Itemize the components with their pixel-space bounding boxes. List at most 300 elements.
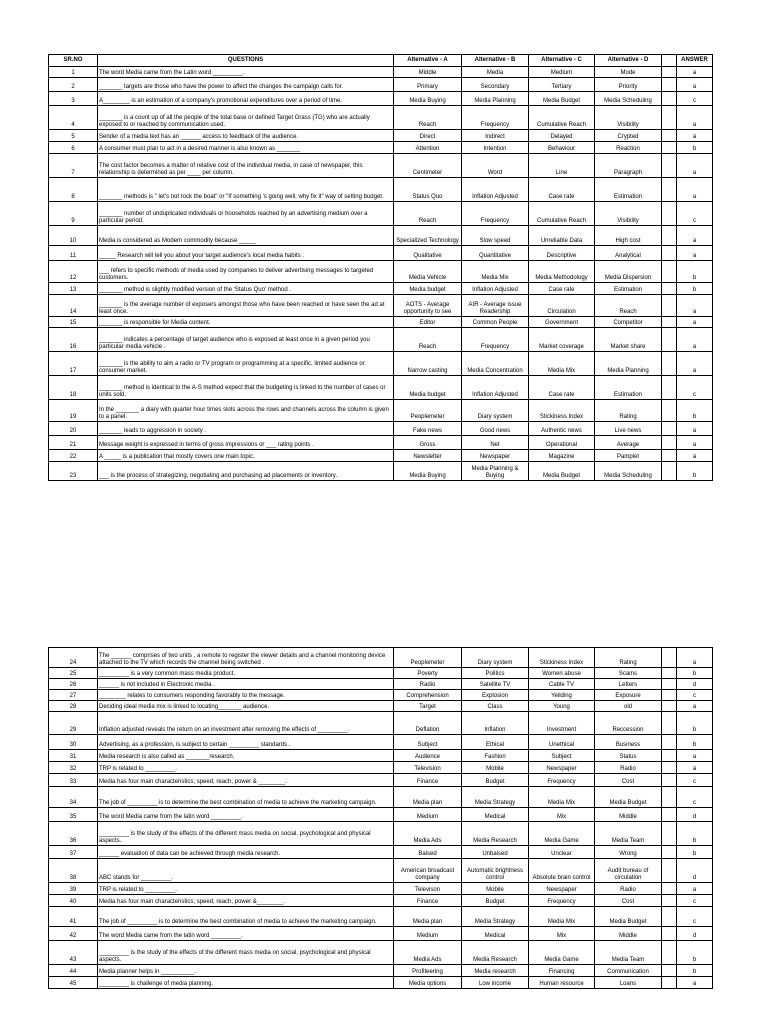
row-answer: a — [677, 648, 713, 668]
row-question: Sender of a media text has an ______ access to feedback of the audience. — [98, 130, 394, 142]
row-alt-a: Target — [394, 701, 462, 712]
row-question: _________ is the study of the effects of the different mass media on social, psychological and physical aspects. — [98, 822, 394, 846]
row-question: A consumer must plan to act in a desired manner is also known as _______ — [98, 142, 394, 154]
row-alt-c: Tertiary — [529, 78, 595, 92]
row-alt-c: Newspaper — [529, 762, 595, 774]
row-alt-c: Government — [529, 317, 595, 328]
row-blank — [662, 977, 677, 989]
table-row — [49, 106, 713, 130]
table-row — [49, 67, 713, 78]
row-blank — [662, 774, 677, 787]
row-question: The ______ comprises of two units , a remote to register the viewer details and a channel monitoring device attached to the TV which records the channel being switched . — [98, 648, 394, 668]
row-alt-d: Market share — [595, 328, 662, 352]
row-answer: b — [677, 941, 713, 965]
row-alt-b: Indirect — [462, 130, 529, 142]
row-alt-d: Visibility — [595, 202, 662, 226]
row-alt-b: Diary system — [462, 648, 529, 668]
row-alt-d: Media Team — [595, 941, 662, 965]
row-question: ________ relates to consumers responding favorably to the message. — [98, 690, 394, 701]
row-number: 23 — [49, 462, 98, 481]
row-question: Advertising, as a profession, is subject to certain _________ standards . — [98, 735, 394, 750]
row-alt-a: Media plan — [394, 787, 462, 808]
row-alt-b: Low income — [462, 977, 529, 989]
row-alt-c: Human resource — [529, 977, 595, 989]
row-number: 37 — [49, 846, 98, 859]
row-alt-a: Televison — [394, 883, 462, 895]
row-alt-d: Live news — [595, 422, 662, 436]
row-alt-b: Fashion — [462, 750, 529, 762]
row-alt-a: American broadcast company — [394, 859, 462, 883]
row-alt-b: Medical — [462, 927, 529, 941]
row-alt-a: Status Quo — [394, 178, 462, 202]
row-alt-b: Ethical — [462, 735, 529, 750]
row-alt-d: Competitor — [595, 317, 662, 328]
row-number: 39 — [49, 883, 98, 895]
row-alt-d: Media Budget — [595, 907, 662, 927]
table-row — [49, 668, 713, 679]
row-blank — [662, 352, 677, 376]
row-alt-c: Media Mix — [529, 907, 595, 927]
row-alt-a: Attention — [394, 142, 462, 154]
row-alt-b: Newspaper — [462, 450, 529, 462]
row-alt-b: Inflation — [462, 712, 529, 735]
row-alt-a: AOTS - Average opportunity to see — [394, 295, 462, 317]
row-answer: a — [677, 154, 713, 178]
row-question: Media research is also called as _______research. — [98, 750, 394, 762]
row-alt-a: Finance — [394, 774, 462, 787]
row-alt-b: Inflation Adjusted — [462, 283, 529, 295]
row-blank — [662, 808, 677, 822]
table-row — [49, 436, 713, 450]
row-alt-b: Intention — [462, 142, 529, 154]
row-number: 9 — [49, 202, 98, 226]
row-alt-c: Media Game — [529, 941, 595, 965]
row-alt-c: Behaviour — [529, 142, 595, 154]
row-alt-b: Budget — [462, 774, 529, 787]
row-blank — [662, 142, 677, 154]
row-question: ___ refers to specific methods of media used by companies to deliver advertising messages to targeted customers. — [98, 261, 394, 283]
row-alt-a: Audience — [394, 750, 462, 762]
row-number: 40 — [49, 895, 98, 907]
row-alt-a: Media options — [394, 977, 462, 989]
row-blank — [662, 965, 677, 977]
row-blank — [662, 679, 677, 690]
table-row — [49, 712, 713, 735]
table-row — [49, 246, 713, 261]
row-alt-b: Mobile — [462, 762, 529, 774]
row-alt-c: Frequency — [529, 774, 595, 787]
row-alt-c: Media Budget — [529, 462, 595, 481]
row-answer: d — [677, 808, 713, 822]
row-alt-b: Inflation Adjusted — [462, 376, 529, 400]
row-alt-d: Media Planning — [595, 352, 662, 376]
table-row — [49, 927, 713, 941]
row-alt-d: Average — [595, 436, 662, 450]
row-alt-c: Unethical — [529, 735, 595, 750]
row-answer: c — [677, 907, 713, 927]
row-blank — [662, 787, 677, 808]
row-alt-a: Direct — [394, 130, 462, 142]
row-answer: a — [677, 178, 713, 202]
row-alt-c: Stickiness Index — [529, 648, 595, 668]
row-alt-a: Deflation — [394, 712, 462, 735]
table-row — [49, 130, 713, 142]
row-answer: c — [677, 202, 713, 226]
row-question: ___ is the process of strategizing, negotiating and purchasing ad placements or inventory. — [98, 462, 394, 481]
row-blank — [662, 927, 677, 941]
row-answer: d — [677, 859, 713, 883]
row-number: 15 — [49, 317, 98, 328]
row-answer: a — [677, 701, 713, 712]
row-alt-a: Fake news — [394, 422, 462, 436]
row-blank — [662, 178, 677, 202]
table-body-1 — [49, 67, 713, 481]
row-alt-d: Business — [595, 735, 662, 750]
table-row — [49, 400, 713, 422]
table-row — [49, 701, 713, 712]
row-alt-b: Budget — [462, 895, 529, 907]
row-number: 29 — [49, 712, 98, 735]
row-alt-c: Unclear — [529, 846, 595, 859]
row-number: 6 — [49, 142, 98, 154]
row-alt-b: Media Planning & Buying — [462, 462, 529, 481]
row-alt-b: AIR - Average issue Readership — [462, 295, 529, 317]
row-blank — [662, 648, 677, 668]
row-number: 19 — [49, 400, 98, 422]
row-answer: a — [677, 226, 713, 246]
row-blank — [662, 283, 677, 295]
row-alt-d: Visibility — [595, 106, 662, 130]
row-question: _____ Research will tell you about your target audience's local media habits . — [98, 246, 394, 261]
row-alt-b: Frequency — [462, 202, 529, 226]
row-answer: d — [677, 927, 713, 941]
row-number: 8 — [49, 178, 98, 202]
row-number: 3 — [49, 92, 98, 106]
row-alt-c: Case rate — [529, 178, 595, 202]
table-row — [49, 787, 713, 808]
row-question: _________ is challenge of media planning. — [98, 977, 394, 989]
row-alt-b: Media Concentration — [462, 352, 529, 376]
row-answer: c — [677, 895, 713, 907]
row-alt-d: Cost — [595, 774, 662, 787]
row-alt-c: Case rate — [529, 376, 595, 400]
table-row — [49, 317, 713, 328]
table-row — [49, 352, 713, 376]
row-answer: a — [677, 67, 713, 78]
table-row — [49, 907, 713, 927]
row-alt-b: Satellite TV — [462, 679, 529, 690]
row-alt-a: Media budget — [394, 283, 462, 295]
table-row — [49, 762, 713, 774]
row-question: ABC stands for _________. — [98, 859, 394, 883]
row-blank — [662, 154, 677, 178]
row-question: _______ indicates a percentage of target audience who is exposed at least once in a given period you particular media vehicle . — [98, 328, 394, 352]
row-answer: a — [677, 750, 713, 762]
row-alt-b: Media Research — [462, 822, 529, 846]
row-question: ______ is not included in Electronic media . — [98, 679, 394, 690]
row-alt-a: Peoplemeter — [394, 400, 462, 422]
row-blank — [662, 895, 677, 907]
row-answer: b — [677, 283, 713, 295]
row-answer: a — [677, 977, 713, 989]
row-question: Media has four main characteristics; speed, reach, power & ________. — [98, 774, 394, 787]
table-row — [49, 941, 713, 965]
row-answer: a — [677, 762, 713, 774]
row-alt-d: Crypted — [595, 130, 662, 142]
row-alt-d: Communication — [595, 965, 662, 977]
row-number: 25 — [49, 668, 98, 679]
row-alt-a: Qualitative — [394, 246, 462, 261]
table-row — [49, 202, 713, 226]
row-number: 33 — [49, 774, 98, 787]
row-number: 13 — [49, 283, 98, 295]
row-number: 2 — [49, 78, 98, 92]
row-blank — [662, 712, 677, 735]
table-row — [49, 78, 713, 92]
row-alt-d: Rating — [595, 648, 662, 668]
row-number: 44 — [49, 965, 98, 977]
header-alt-d: Alternative - D — [595, 55, 662, 67]
row-answer: a — [677, 436, 713, 450]
row-question: Media is considered as Modern commodity because _____ — [98, 226, 394, 246]
row-alt-c: Cumulative Reach — [529, 106, 595, 130]
row-alt-c: Cable TV — [529, 679, 595, 690]
row-number: 42 — [49, 927, 98, 941]
row-alt-d: Media Scheduling — [595, 462, 662, 481]
row-number: 27 — [49, 690, 98, 701]
row-alt-d: Media Budget — [595, 787, 662, 808]
row-alt-a: Media Vehicle — [394, 261, 462, 283]
row-question: _______ methods is " let's not rock the boat" or "If something 's going well, why fix it" way of setting budget. — [98, 178, 394, 202]
row-alt-b: Class — [462, 701, 529, 712]
row-alt-d: Pamplet — [595, 450, 662, 462]
row-answer: a — [677, 317, 713, 328]
table-row — [49, 450, 713, 462]
row-alt-d: Cost — [595, 895, 662, 907]
table-row — [49, 142, 713, 154]
row-blank — [662, 226, 677, 246]
row-number: 4 — [49, 106, 98, 130]
row-alt-b: Quantitative — [462, 246, 529, 261]
row-question: The word Media came from the Latin word _________. — [98, 67, 394, 78]
row-alt-b: Unbaised — [462, 846, 529, 859]
row-answer: a — [677, 106, 713, 130]
row-number: 17 — [49, 352, 98, 376]
row-number: 38 — [49, 859, 98, 883]
row-alt-c: Medium — [529, 67, 595, 78]
row-alt-b: Media — [462, 67, 529, 78]
row-number: 35 — [49, 808, 98, 822]
row-alt-a: Radio — [394, 679, 462, 690]
row-answer: a — [677, 246, 713, 261]
row-alt-a: Media Ads — [394, 941, 462, 965]
table-row — [49, 462, 713, 481]
row-alt-c: Authentic news — [529, 422, 595, 436]
row-question: _________ is a very common mass media product. — [98, 668, 394, 679]
row-blank — [662, 317, 677, 328]
row-answer: c — [677, 787, 713, 808]
row-alt-c: Media Mix — [529, 352, 595, 376]
row-question: Deciding ideal media mix is linked to locating_______ audience. — [98, 701, 394, 712]
row-alt-c: Stickiness Index — [529, 400, 595, 422]
row-blank — [662, 78, 677, 92]
table-row — [49, 679, 713, 690]
table-row — [49, 859, 713, 883]
row-alt-b: Frequency — [462, 106, 529, 130]
row-alt-d: Status — [595, 750, 662, 762]
table-row — [49, 846, 713, 859]
row-alt-c: Frequency — [529, 895, 595, 907]
table-row — [49, 261, 713, 283]
row-alt-a: Peoplemeter — [394, 648, 462, 668]
row-answer: b — [677, 142, 713, 154]
row-blank — [662, 883, 677, 895]
row-blank — [662, 822, 677, 846]
row-question: In the _______ a diary with quarter hour times slots across the rows and channels across the column is given to a panel. — [98, 400, 394, 422]
row-question: Media planner helps in __________. — [98, 965, 394, 977]
row-alt-c: Unreliable Data — [529, 226, 595, 246]
row-alt-d: Priority — [595, 78, 662, 92]
row-alt-a: Media budget — [394, 376, 462, 400]
row-alt-d: Radio — [595, 883, 662, 895]
row-alt-a: Television — [394, 762, 462, 774]
row-blank — [662, 859, 677, 883]
row-alt-d: Mode — [595, 67, 662, 78]
row-blank — [662, 400, 677, 422]
row-alt-c: Financing — [529, 965, 595, 977]
row-question: _______ method is identical to the A-S method expect that the budgeting is linked to the number of cases or units sold. — [98, 376, 394, 400]
row-answer: b — [677, 261, 713, 283]
table-row — [49, 895, 713, 907]
row-answer: c — [677, 774, 713, 787]
row-question: _________ is the study of the effects of the different mass media on social, psychological and physical aspects. — [98, 941, 394, 965]
row-question: The job of _________ is to determine the best combination of media to achieve the marketing campaign. — [98, 907, 394, 927]
row-blank — [662, 750, 677, 762]
row-blank — [662, 907, 677, 927]
row-alt-b: Mobile — [462, 883, 529, 895]
row-answer: a — [677, 295, 713, 317]
row-blank — [662, 846, 677, 859]
row-alt-a: Baised — [394, 846, 462, 859]
row-alt-d: Middle — [595, 808, 662, 822]
row-blank — [662, 450, 677, 462]
row-blank — [662, 106, 677, 130]
row-alt-b: Politics — [462, 668, 529, 679]
row-alt-b: Inflation Adjusted — [462, 178, 529, 202]
row-number: 32 — [49, 762, 98, 774]
row-number: 5 — [49, 130, 98, 142]
table-header-row — [49, 55, 713, 67]
row-question: Media has four main characteristics; speed, reach, power &________. — [98, 895, 394, 907]
row-alt-a: Media plan — [394, 907, 462, 927]
row-blank — [662, 261, 677, 283]
row-alt-b: Frequency — [462, 328, 529, 352]
table-row — [49, 774, 713, 787]
row-alt-c: Delayed — [529, 130, 595, 142]
row-alt-a: Primary — [394, 78, 462, 92]
row-answer: a — [677, 130, 713, 142]
row-alt-d: Letters — [595, 679, 662, 690]
row-alt-d: Estimation — [595, 376, 662, 400]
row-question: _______ leads to aggression in society . — [98, 422, 394, 436]
row-question: _______ is a count up of all the people of the total base or defined Target Grass (TG) who are actually exposed to or reached by communication used. — [98, 106, 394, 130]
header-questions: QUESTIONS — [98, 55, 394, 67]
mcq-table-1 — [48, 54, 713, 481]
row-answer: c — [677, 92, 713, 106]
row-alt-d: Analytical — [595, 246, 662, 261]
row-answer: b — [677, 822, 713, 846]
row-answer: a — [677, 883, 713, 895]
row-blank — [662, 735, 677, 750]
row-number: 10 — [49, 226, 98, 246]
row-blank — [662, 436, 677, 450]
row-alt-c: Media Mix — [529, 787, 595, 808]
row-alt-c: Mix — [529, 808, 595, 822]
row-answer: a — [677, 78, 713, 92]
row-question: TRP is related to _________. — [98, 762, 394, 774]
row-alt-a: Newsletter — [394, 450, 462, 462]
row-alt-d: Media Dispersion — [595, 261, 662, 283]
row-alt-d: Media Scheduling — [595, 92, 662, 106]
row-alt-c: Media Budget — [529, 92, 595, 106]
row-alt-d: Scams — [595, 668, 662, 679]
row-blank — [662, 941, 677, 965]
row-alt-a: Media Buying — [394, 462, 462, 481]
row-number: 43 — [49, 941, 98, 965]
row-alt-b: Word — [462, 154, 529, 178]
row-blank — [662, 762, 677, 774]
row-alt-b: Net — [462, 436, 529, 450]
row-alt-a: Centimeter — [394, 154, 462, 178]
table-row — [49, 376, 713, 400]
table-row — [49, 178, 713, 202]
row-alt-b: Media research — [462, 965, 529, 977]
row-answer: a — [677, 422, 713, 436]
table-row — [49, 328, 713, 352]
header-alt-a: Alternative - A — [394, 55, 462, 67]
header-alt-c: Alternative - C — [529, 55, 595, 67]
row-alt-a: Subject — [394, 735, 462, 750]
row-alt-a: Editor — [394, 317, 462, 328]
row-question: The word Media came from the latin word _________. — [98, 927, 394, 941]
row-alt-c: Mix — [529, 927, 595, 941]
row-number: 31 — [49, 750, 98, 762]
row-alt-d: High cost — [595, 226, 662, 246]
row-alt-c: Case rate — [529, 283, 595, 295]
row-alt-d: Middle — [595, 927, 662, 941]
row-blank — [662, 246, 677, 261]
row-number: 14 — [49, 295, 98, 317]
table-row — [49, 226, 713, 246]
row-alt-b: Media Strategy — [462, 787, 529, 808]
row-number: 18 — [49, 376, 98, 400]
row-number: 45 — [49, 977, 98, 989]
row-alt-b: Slow speed — [462, 226, 529, 246]
row-alt-a: Comprehension — [394, 690, 462, 701]
row-number: 22 — [49, 450, 98, 462]
row-alt-b: Good news — [462, 422, 529, 436]
row-blank — [662, 130, 677, 142]
table-row — [49, 883, 713, 895]
row-question: _______ method is slightly modified version of the 'Status Quo' method . — [98, 283, 394, 295]
row-alt-a: Finance — [394, 895, 462, 907]
table-row — [49, 965, 713, 977]
row-alt-a: Reach — [394, 202, 462, 226]
table-row — [49, 283, 713, 295]
row-blank — [662, 295, 677, 317]
row-alt-a: Poverty — [394, 668, 462, 679]
row-question: A _____ is a publication that mostly covers one main topic. — [98, 450, 394, 462]
